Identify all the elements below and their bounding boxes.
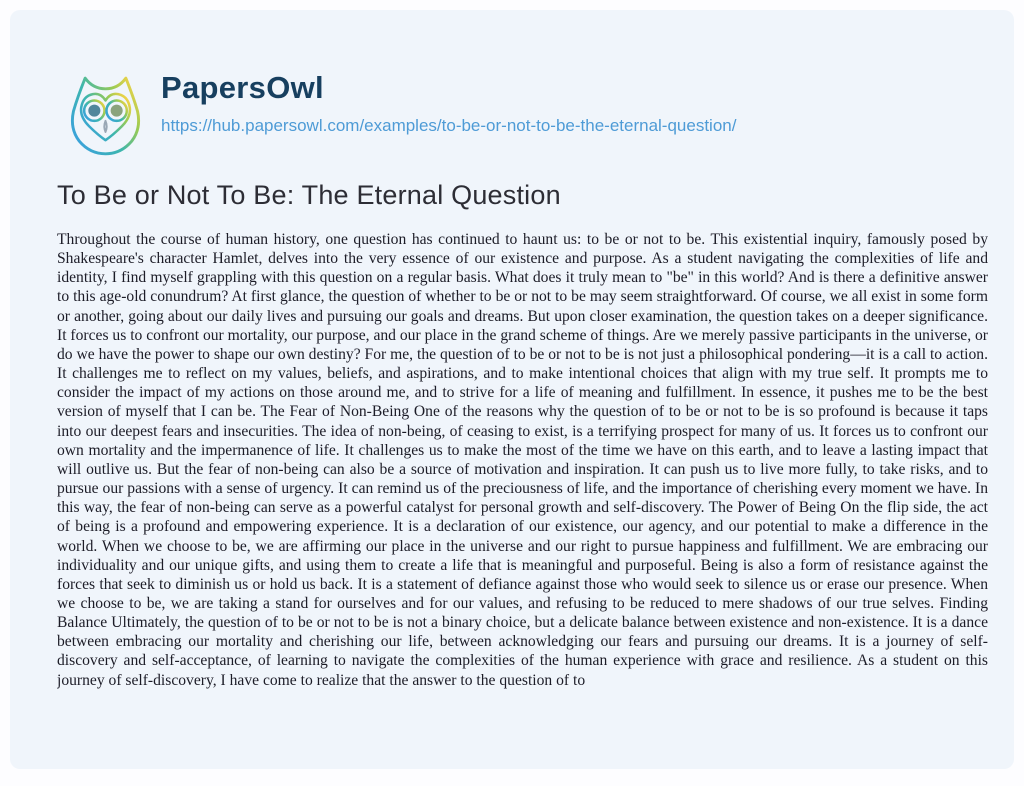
source-url-link[interactable]: https://hub.papersowl.com/examples/to-be-or-not-to-be-the-eternal-question/ — [161, 116, 737, 135]
essay-body-text: Throughout the course of human history, one question has continued to haunt us: to be or not to be. This existential inquiry, famously posed by Shakespeare's character Hamlet, delves into the very essence of our existence and purpose. As a student navigating the complexities of life and identity, I find myself grappling with this question on a regular basis. What does it truly mean to "be" in this world? And is there a definitive answer to this age-old conundrum? At first glance, the question of whether to be or not to be may seem straightforward. Of course, we all exist in some form or another, going about our daily lives and pursuing our goals and dreams. But upon closer examination, the question takes on a deeper significance. It forces us to confront our mortality, our purpose, and our place in the grand scheme of things. Are we merely passive participants in the universe, or do we have the power to shape our own destiny? For me, the question of to be or not to be is not just a philosophical pondering—it is a call to action. It challenges me to reflect on my values, beliefs, and aspirations, and to make intentional choices that align with my true self. It prompts me to consider the impact of my actions on those around me, and to strive for a life of meaning and fulfillment. In essence, it pushes me to be the best version of myself that I can be. The Fear of Non-Being One of the reasons why the question of to be or not to be is so profound is because it taps into our deepest fears and insecurities. The idea of non-being, of ceasing to exist, is a terrifying prospect for many of us. It forces us to confront our own mortality and the impermanence of life. It challenges us to make the most of the time we have on this earth, and to leave a lasting impact that will outlive us. But the fear of non-being can also be a source of motivation and inspiration. It can push us to live more fully, to take risks, and to pursue our passions with a sense of urgency. It can remind us of the preciousness of life, and the importance of cherishing every moment we have. In this way, the fear of non-being can serve as a powerful catalyst for personal growth and self-discovery. The Power of Being On the flip side, the act of being is a profound and empowering experience. It is a declaration of our existence, our agency, and our potential to make a difference in the world. When we choose to be, we are affirming our place in the universe and our right to pursue happiness and fulfillment. We are embracing our individuality and our unique gifts, and using them to create a life that is meaningful and purposeful. Being is also a form of resistance against the forces that seek to diminish us or hold us back. It is a statement of defiance against those who would seek to silence us or erase our presence. When we choose to be, we are taking a stand for ourselves and for our values, and refusing to be reduced to mere shadows of our true selves. Finding Balance Ultimately, the question of to be or not to be is not a binary choice, but a delicate balance between existence and non-existence. It is a dance between embracing our mortality and cherishing our life, between acknowledging our fears and pursuing our dreams. It is a journey of self-discovery and self-acceptance, of learning to navigate the complexities of the human experience with grace and resilience. As a student on this journey of self-discovery, I have come to realize that the answer to the question of to — [57, 231, 988, 689]
brand-title: PapersOwl — [161, 70, 324, 105]
owl-logo-icon[interactable] — [57, 66, 154, 164]
page-title: To Be or Not To Be: The Eternal Question — [57, 180, 561, 210]
content-card — [10, 10, 1014, 769]
